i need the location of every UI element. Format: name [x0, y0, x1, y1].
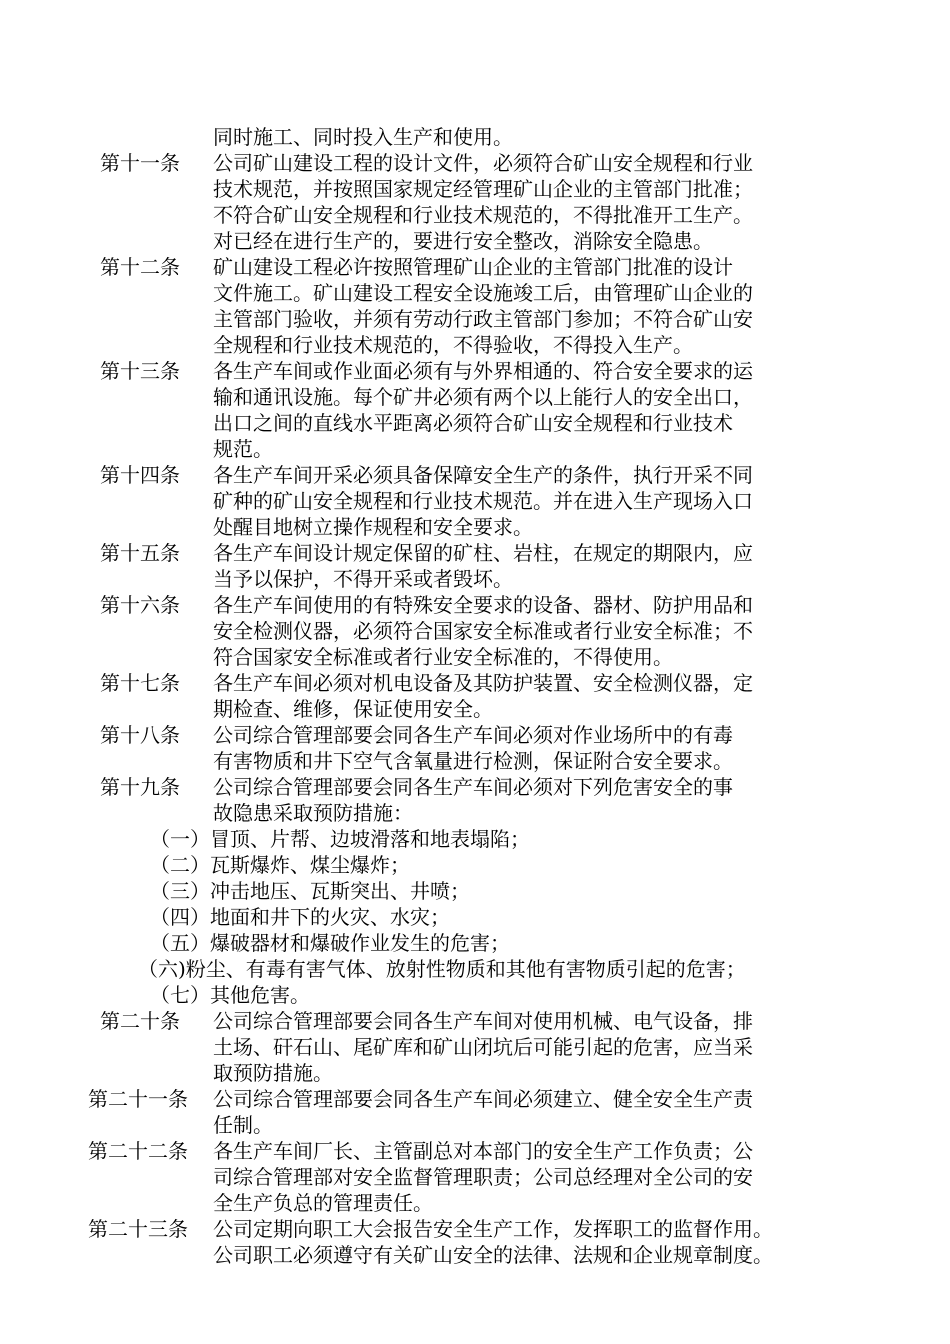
article-text-line: 对已经在进行生产的，要进行安全整改，消除安全隐患。 — [213, 229, 713, 253]
article-number: 第十九条 — [100, 775, 180, 799]
article-text-line: 主管部门验收，并须有劳动行政主管部门参加；不符合矿山安 — [213, 307, 753, 331]
article-text-line: 公司定期向职工大会报告安全生产工作，发挥职工的监督作用。 — [213, 1217, 773, 1241]
list-item: （四）地面和井下的火灾、水灾； — [150, 905, 450, 929]
article-text-line: 司综合管理部对安全监督管理职责；公司总经理对全公司的安 — [213, 1165, 753, 1189]
article-text-line: 规范。 — [213, 437, 273, 461]
article-number: 第十四条 — [100, 463, 180, 487]
article-text-line: 矿山建设工程必许按照管理矿山企业的主管部门批准的设计 — [213, 255, 733, 279]
article-text-line: 各生产车间使用的有特殊安全要求的设备、器材、防护用品和 — [213, 593, 753, 617]
list-item: （三）冲击地压、瓦斯突出、井喷； — [150, 879, 470, 903]
article-text-line: 期检查、维修，保证使用安全。 — [213, 697, 493, 721]
article-text-line: 取预防措施。 — [213, 1061, 333, 1085]
article-text-line: 各生产车间厂长、主管副总对本部门的安全生产工作负责；公 — [213, 1139, 753, 1163]
article-text-line: 公司综合管理部要会同各生产车间必须对下列危害安全的事 — [213, 775, 733, 799]
article-text-line: 符合国家安全标准或者行业安全标准的，不得使用。 — [213, 645, 673, 669]
article-number: 第十二条 — [100, 255, 180, 279]
article-text-line: 全规程和行业技术规范的，不得验收，不得投入生产。 — [213, 333, 693, 357]
list-item: （二）瓦斯爆炸、煤尘爆炸； — [150, 853, 410, 877]
list-item: （五）爆破器材和爆破作业发生的危害； — [150, 931, 510, 955]
article-number: 第十一条 — [100, 151, 180, 175]
article-text-line: 文件施工。矿山建设工程安全设施竣工后，由管理矿山企业的 — [213, 281, 753, 305]
article-text-line: 出口之间的直线水平距离必须符合矿山安全规程和行业技术 — [213, 411, 733, 435]
list-item: （七）其他危害。 — [150, 983, 310, 1007]
article-number: 第十三条 — [100, 359, 180, 383]
article-number: 第二十一条 — [88, 1087, 188, 1111]
article-text-line: 任制。 — [213, 1113, 273, 1137]
article-text-line: 公司综合管理部要会同各生产车间必须对作业场所中的有毒 — [213, 723, 733, 747]
intro-line: 同时施工、同时投入生产和使用。 — [213, 125, 513, 149]
article-text-line: 土场、矸石山、尾矿库和矿山闭坑后可能引起的危害，应当采 — [213, 1035, 753, 1059]
article-text-line: 安全检测仪器，必须符合国家安全标准或者行业安全标准；不 — [213, 619, 753, 643]
article-text-line: 有害物质和井下空气含氧量进行检测，保证附合安全要求。 — [213, 749, 733, 773]
article-text-line: 故隐患采取预防措施： — [213, 801, 413, 825]
article-number: 第十七条 — [100, 671, 180, 695]
article-text-line: 矿种的矿山安全规程和行业技术规范。并在进入生产现场入口 — [213, 489, 753, 513]
article-text-line: 各生产车间必须对机电设备及其防护装置、安全检测仪器，定 — [213, 671, 753, 695]
article-text-line: 公司综合管理部要会同各生产车间对使用机械、电气设备，排 — [213, 1009, 753, 1033]
article-text-line: 全生产负总的管理责任。 — [213, 1191, 433, 1215]
article-number: 第十八条 — [100, 723, 180, 747]
article-number: 第十六条 — [100, 593, 180, 617]
article-text-line: 公司矿山建设工程的设计文件，必须符合矿山安全规程和行业 — [213, 151, 753, 175]
article-text-line: 不符合矿山安全规程和行业技术规范的，不得批准开工生产。 — [213, 203, 753, 227]
article-text-line: 各生产车间开采必须具备保障安全生产的条件，执行开采不同 — [213, 463, 753, 487]
article-text-line: 公司职工必须遵守有关矿山安全的法律、法规和企业规章制度。 — [213, 1243, 773, 1267]
article-text-line: 处醒目地树立操作规程和安全要求。 — [213, 515, 533, 539]
article-text-line: 各生产车间或作业面必须有与外界相通的、符合安全要求的运 — [213, 359, 753, 383]
list-item: （六)粉尘、有毒有害气体、放射性物质和其他有害物质引起的危害； — [138, 957, 746, 981]
list-item: （一）冒顶、片帮、边坡滑落和地表塌陷； — [150, 827, 530, 851]
article-number: 第十五条 — [100, 541, 180, 565]
article-text-line: 技术规范，并按照国家规定经管理矿山企业的主管部门批准； — [213, 177, 753, 201]
article-text-line: 各生产车间设计规定保留的矿柱、岩柱，在规定的期限内，应 — [213, 541, 753, 565]
article-text-line: 当予以保护，不得开采或者毁坏。 — [213, 567, 513, 591]
article-number: 第二十条 — [100, 1009, 180, 1033]
article-number: 第二十三条 — [88, 1217, 188, 1241]
article-text-line: 输和通讯设施。每个矿井必须有两个以上能行人的安全出口， — [213, 385, 753, 409]
article-text-line: 公司综合管理部要会同各生产车间必须建立、健全安全生产责 — [213, 1087, 753, 1111]
article-number: 第二十二条 — [88, 1139, 188, 1163]
